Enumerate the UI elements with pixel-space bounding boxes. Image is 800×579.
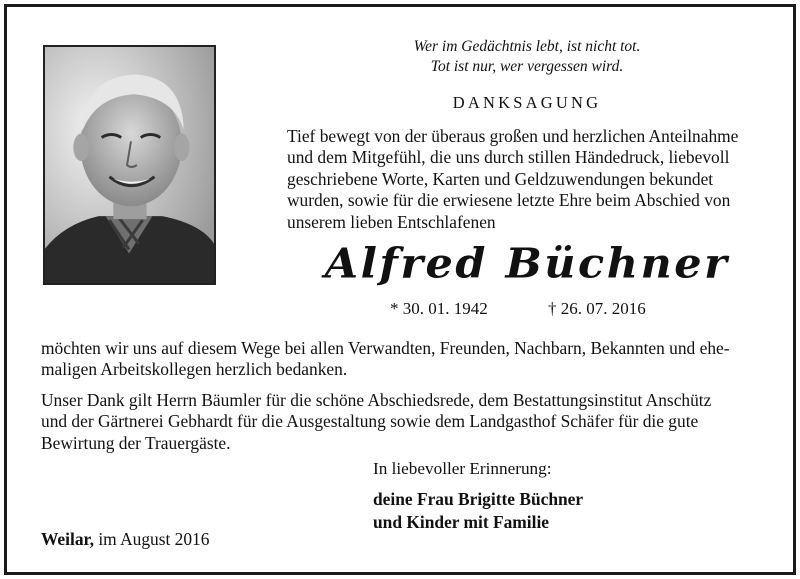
heading-danksagung: DANKSAGUNG xyxy=(452,93,602,112)
birth-date: * 30. 01. 1942 xyxy=(390,299,488,318)
obituary-card xyxy=(4,4,796,575)
family-line-1: deine Frau Brigitte Büchner xyxy=(373,489,584,509)
family-line-2: und Kinder mit Familie xyxy=(373,512,550,532)
motto-quote xyxy=(307,37,747,77)
intro-line-2: und dem Mitgefühl, die uns durch stillen Händedruck, liebevoll xyxy=(287,147,730,168)
intro-line-4: wurden, sowie für die erwiesene letzte Ehre beim Abschied von xyxy=(287,190,731,211)
intro-line-3: geschriebene Worte, Karten und Geldzuwendungen bekundet xyxy=(287,168,714,189)
portrait-photo xyxy=(43,45,216,285)
closing-phrase: In liebevoller Erinnerung: xyxy=(373,459,552,478)
family-signature xyxy=(373,488,583,534)
deceased-name: Alfred Büchner xyxy=(324,240,730,288)
motto-line-2: Tot ist nur, wer vergessen wird. xyxy=(430,58,624,75)
motto-line-1: Wer im Gedächtnis lebt, ist nicht tot. xyxy=(413,38,641,55)
place-town: Weilar, xyxy=(41,529,94,549)
intro-line-5: unserem lieben Entschlafenen xyxy=(287,211,496,232)
place-and-date xyxy=(41,529,209,550)
place-date: im August 2016 xyxy=(93,529,210,549)
special-thanks-paragraph xyxy=(41,390,773,454)
special-thanks-line-3: Bewirtung der Trauergäste. xyxy=(41,432,231,453)
intro-text xyxy=(287,126,771,233)
special-thanks-line-1: Unser Dank gilt Herrn Bäumler für die schöne Abschiedsrede, dem Bestattungsinstitut Anschütz xyxy=(41,390,712,410)
thanks-paragraph xyxy=(41,338,773,381)
special-thanks-line-2: und der Gärtnerei Gebhardt für die Ausgestaltung sowie dem Landgasthof Schäfer für die gute xyxy=(41,411,699,432)
intro-line-1: Tief bewegt von der überaus großen und herzlichen Anteilnahme xyxy=(287,126,739,146)
portrait-image xyxy=(45,47,214,283)
death-date: † 26. 07. 2016 xyxy=(548,299,646,318)
thanks-line-1: möchten wir uns auf diesem Wege bei allen Verwandten, Freunden, Nachbarn, Bekannten und ehe- xyxy=(41,338,730,358)
thanks-line-2: maligen Arbeitskollegen herzlich bedanken. xyxy=(41,359,348,380)
